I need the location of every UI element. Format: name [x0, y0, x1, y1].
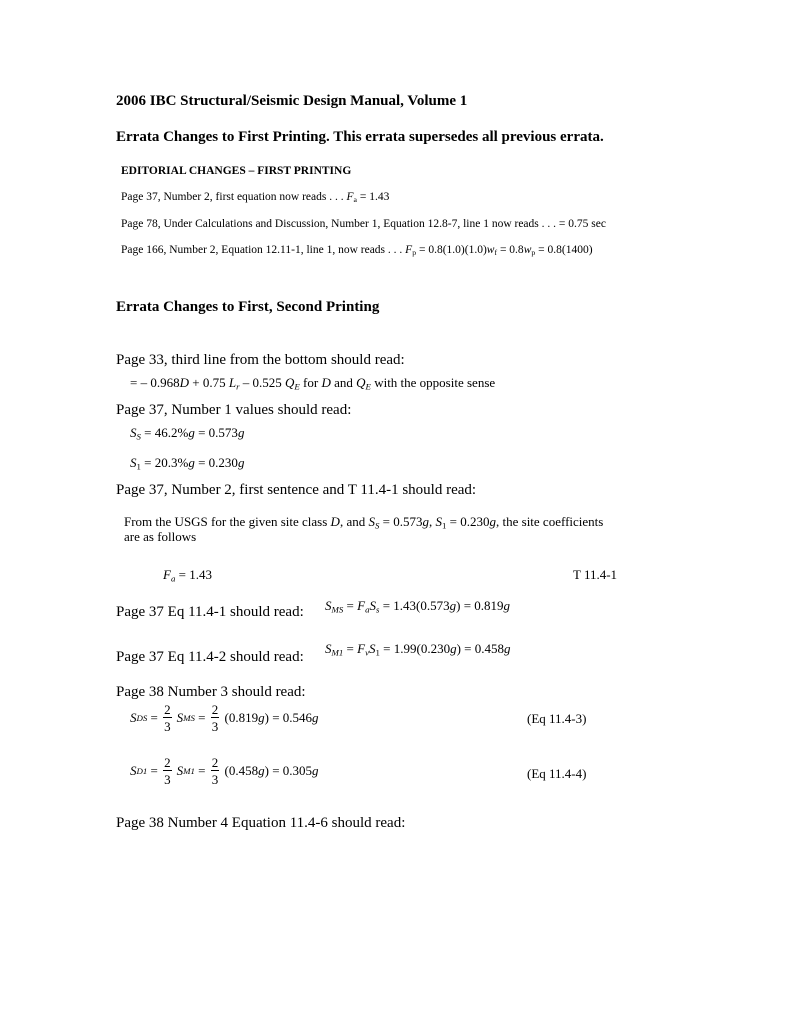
- usgs-sentence-line1: From the USGS for the given site class D, and $S_S = 0.573g$, $S_1 = 0.230g$, the site coefficients: [124, 514, 604, 531]
- table-reference: T 11.4-1: [573, 567, 618, 582]
- editorial-item-3: Page 166, Number 2, Equation 12.11-1, line 1, now reads . . . $F_p = 0.8(1.0)(1.0)w_f = 0.8w_p = 0.8(1400)$: [121, 244, 593, 258]
- fraction-two-thirds: $\frac{2}{3}$: [211, 702, 219, 734]
- eq-11-4-4-ref: (Eq 11.4-4): [527, 766, 587, 781]
- eq-11-4-2-instruction: Page 37 Eq 11.4-2 should read:: [116, 649, 304, 665]
- eq-11-4-2: $S_{M1} = F_vS_1 = 1.99(0.230g) = 0.458g$: [325, 641, 511, 658]
- s1-equation: $S_1 = 20.3\%g = 0.230g$: [130, 455, 245, 472]
- fraction-two-thirds: $\frac{2}{3}$: [211, 755, 219, 787]
- fa-value: $F_a = 1.43$: [163, 567, 212, 584]
- section-heading-second-printing: Errata Changes to First, Second Printing: [116, 299, 380, 315]
- page33-equation: = – 0.968D + 0.75 $L_r - 0.525$ $Q_E$ for D and $Q_E$ with the opposite sense: [130, 375, 496, 392]
- eq-11-4-1: $S_{MS} = F_aS_s = 1.43(0.573g) = 0.819g$: [325, 598, 511, 615]
- eq-11-4-1-instruction: Page 37 Eq 11.4-1 should read:: [116, 604, 304, 620]
- document-title: 2006 IBC Structural/Seismic Design Manual, Volume 1: [116, 93, 468, 109]
- editorial-item-1: Page 37, Number 2, first equation now reads . . . $F_a = 1.43$: [121, 191, 390, 205]
- editorial-item-2: Page 78, Under Calculations and Discussion, Number 1, Equation 12.8-7, line 1 now reads . . . = 0.75 sec: [121, 218, 606, 230]
- page38-number3-instruction: Page 38 Number 3 should read:: [116, 684, 306, 700]
- page37-number1-instruction: Page 37, Number 1 values should read:: [116, 402, 352, 418]
- fraction-two-thirds: $\frac{2}{3}$: [164, 755, 171, 787]
- eq-11-4-3-ref: (Eq 11.4-3): [527, 711, 587, 726]
- section-heading-first-printing: Errata Changes to First Printing. This errata supersedes all previous errata.: [116, 129, 604, 145]
- ss-equation: $S_S = 46.2\%g = 0.573g$: [130, 425, 245, 442]
- eq-11-4-3: S DS = $\frac{2}{3}$ S MS = $\frac{2}{3}$ (0.819 g ) = 0.546 g: [130, 702, 319, 734]
- eq-11-4-4: S D1 = $\frac{2}{3}$ S M1 = $\frac{2}{3}$ (0.458 g ) = 0.305 g: [130, 755, 319, 787]
- usgs-sentence-line2: are as follows: [124, 529, 197, 544]
- page38-number4-instruction: Page 38 Number 4 Equation 11.4-6 should read:: [116, 815, 406, 831]
- page33-instruction: Page 33, third line from the bottom should read:: [116, 352, 405, 368]
- page37-number2-instruction: Page 37, Number 2, first sentence and T 11.4-1 should read:: [116, 482, 477, 498]
- fraction-two-thirds: $\frac{2}{3}$: [164, 702, 171, 734]
- editorial-changes-heading: EDITORIAL CHANGES – FIRST PRINTING: [121, 165, 352, 177]
